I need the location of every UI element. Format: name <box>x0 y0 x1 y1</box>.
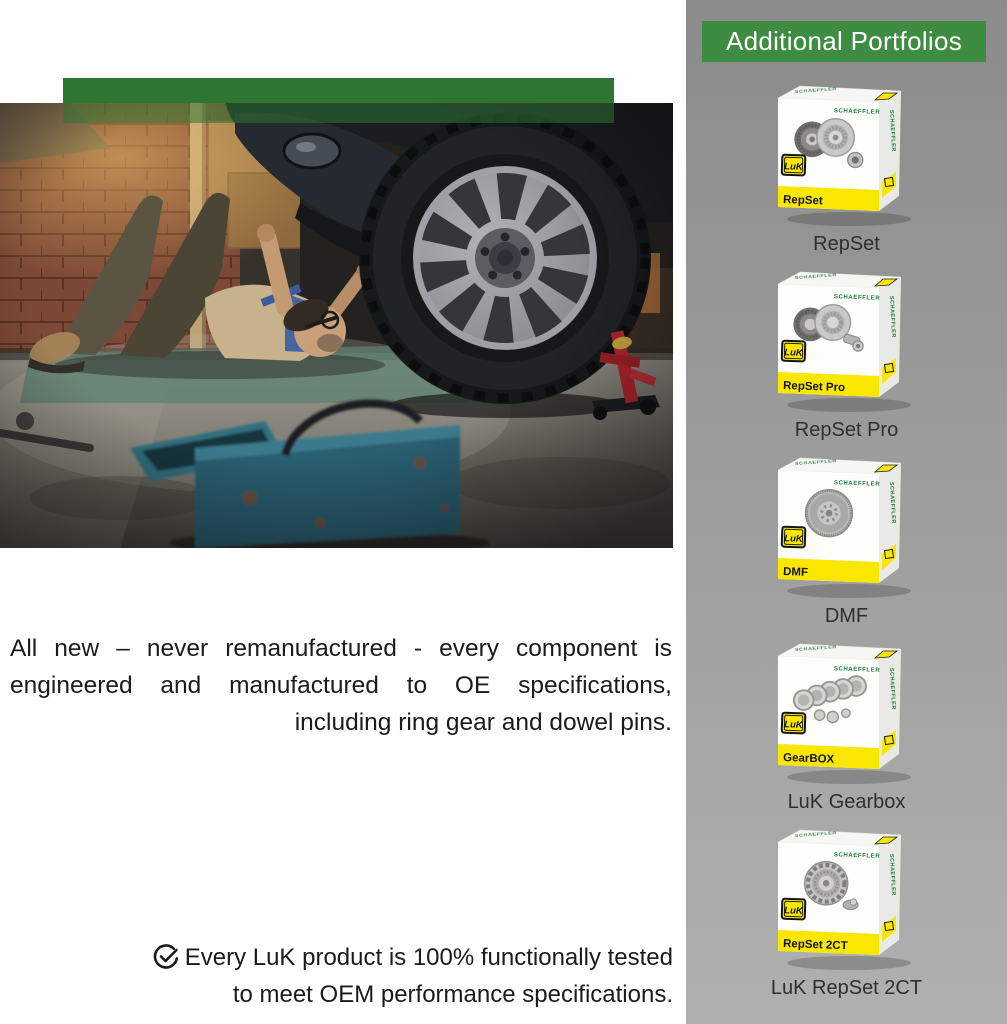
tested-line-1 <box>153 944 673 971</box>
product-box-image <box>765 78 943 230</box>
green-banner-overlay <box>63 103 614 123</box>
svg-text:SCHAEFFLER: SCHAEFFLER <box>833 294 880 302</box>
svg-text:SCHAEFFLER: SCHAEFFLER <box>794 459 837 467</box>
sidebar-header: Additional Portfolios <box>702 21 986 62</box>
portfolio-caption: DMF <box>824 605 869 627</box>
lead-line-2: engineered and manufactured to OE specifications, <box>10 672 672 699</box>
svg-text:LuK: LuK <box>783 533 803 545</box>
product-box-image <box>765 822 943 974</box>
svg-text:GearBOX: GearBOX <box>782 752 834 766</box>
svg-text:SCHAEFFLER: SCHAEFFLER <box>833 852 880 860</box>
lead-line-3: including ring gear and dowel pins. <box>294 709 672 736</box>
portfolio-caption: LuK RepSet 2CT <box>770 977 923 999</box>
svg-text:SCHAEFFLER: SCHAEFFLER <box>794 645 837 653</box>
portfolio-caption: RepSet Pro <box>794 419 899 441</box>
lead-line-1: All new – never remanufactured - every component is <box>10 635 672 662</box>
portfolio-item <box>686 442 1007 628</box>
tested-line-2: to meet OEM performance specifications. <box>232 981 673 1008</box>
product-box-image <box>765 450 943 602</box>
svg-text:SCHAEFFLER: SCHAEFFLER <box>833 480 880 488</box>
svg-text:RepSet: RepSet <box>782 194 823 208</box>
svg-text:LuK: LuK <box>783 905 803 917</box>
portfolio-caption: RepSet <box>813 233 880 255</box>
check-circle-icon <box>153 942 181 970</box>
portfolio-item <box>686 70 1007 256</box>
product-box-image <box>765 264 943 416</box>
svg-text:SCHAEFFLER: SCHAEFFLER <box>887 667 896 711</box>
svg-text:SCHAEFFLER: SCHAEFFLER <box>887 295 896 339</box>
svg-text:LuK: LuK <box>783 161 803 173</box>
product-box-image <box>765 636 943 788</box>
portfolio-caption: LuK Gearbox <box>787 791 906 813</box>
svg-text:LuK: LuK <box>783 347 803 359</box>
svg-text:SCHAEFFLER: SCHAEFFLER <box>887 853 896 897</box>
tested-text-1: Every LuK product is 100% functionally tested <box>184 944 673 971</box>
svg-text:RepSet Pro: RepSet Pro <box>782 380 845 395</box>
garage-photo <box>0 103 673 548</box>
portfolio-item <box>686 256 1007 442</box>
garage-photo-illustration <box>0 103 673 548</box>
svg-text:SCHAEFFLER: SCHAEFFLER <box>833 666 880 674</box>
portfolio-item <box>686 814 1007 1000</box>
svg-text:DMF: DMF <box>782 566 808 579</box>
svg-text:SCHAEFFLER: SCHAEFFLER <box>794 87 837 95</box>
svg-text:SCHAEFFLER: SCHAEFFLER <box>887 109 896 153</box>
svg-text:RepSet 2CT: RepSet 2CT <box>782 938 848 953</box>
svg-text:SCHAEFFLER: SCHAEFFLER <box>833 108 880 116</box>
svg-text:SCHAEFFLER: SCHAEFFLER <box>794 273 837 281</box>
svg-text:SCHAEFFLER: SCHAEFFLER <box>887 481 896 525</box>
sidebar <box>686 0 1007 1024</box>
tested-note <box>70 939 673 1013</box>
lead-paragraph <box>10 630 672 741</box>
green-banner <box>63 78 614 103</box>
portfolio-item <box>686 628 1007 814</box>
portfolio-list <box>686 70 1007 1000</box>
svg-text:LuK: LuK <box>783 719 803 731</box>
svg-text:SCHAEFFLER: SCHAEFFLER <box>794 831 837 839</box>
